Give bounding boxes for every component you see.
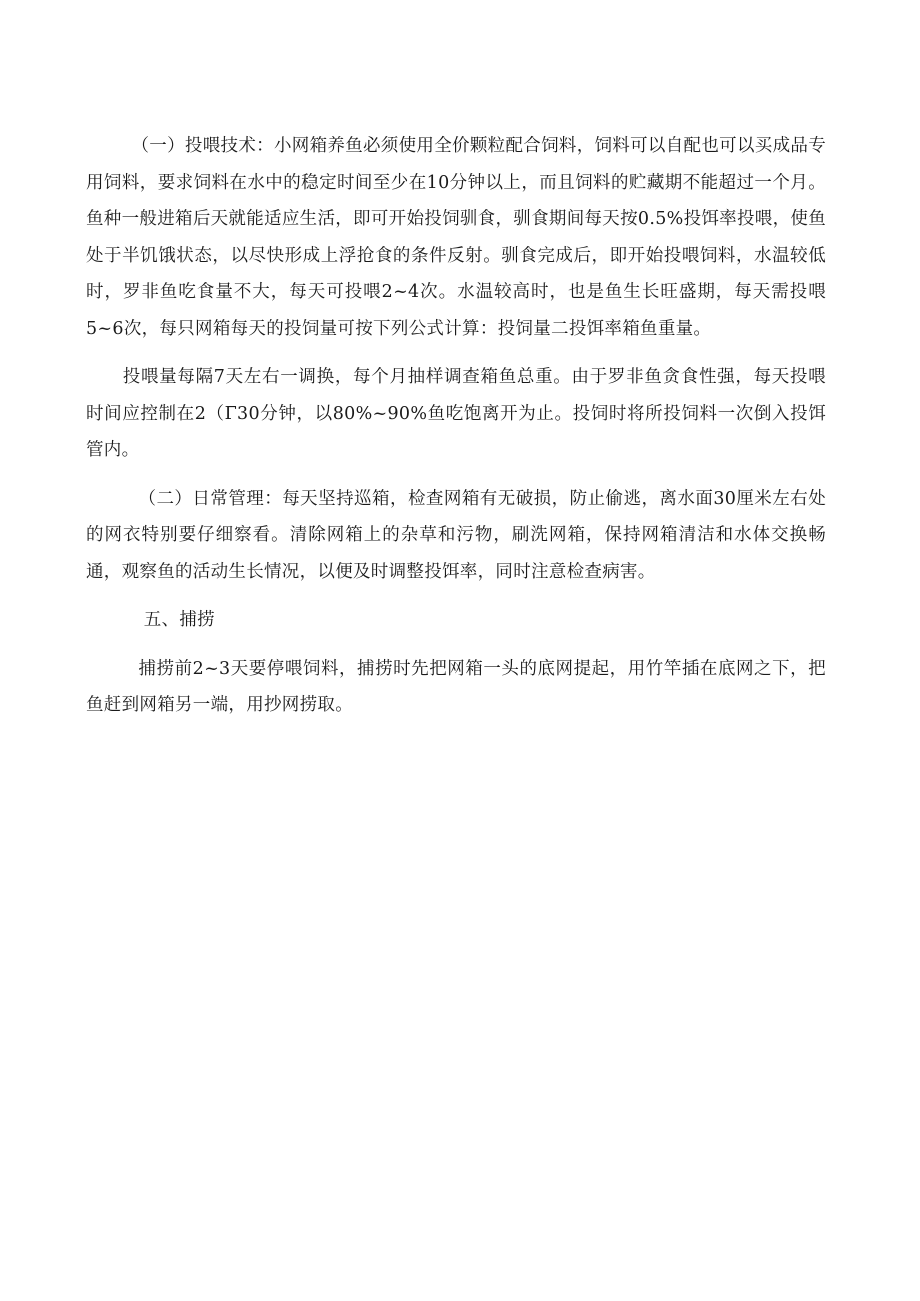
document-body [86, 128, 826, 724]
paragraph-daily-management: （二）日常管理：每天坚持巡箱，检查网箱有无破损，防止偷逃，离水面30厘米左右处的网衣特别要仔细察看。清除网箱上的杂草和污物，刷洗网箱，保持网箱清洁和水体交换畅通，观察鱼的活动生长情况，以便及时调整投饵率，同时注意检查病害。 [86, 488, 826, 582]
section-heading-harvest: 五、捕捞 [143, 610, 215, 630]
paragraph-feeding-amount: 投喂量每隔7天左右一调换，每个月抽样调查箱鱼总重。由于罗非鱼贪食性强，每天投喂时间应控制在2（Γ30分钟，以80%~90%鱼吃饱离开为止。投饲时将所投饲料一次倒入投饵管内。 [86, 367, 826, 460]
paragraph-feeding-technique: （一）投喂技术：小网箱养鱼必须使用全价颗粒配合饲料，饲料可以自配也可以买成品专用饲料，要求饲料在水中的稳定时间至少在10分钟以上，而且饲料的贮藏期不能超过一个月。鱼种一般进箱后天就能适应生活，即可开始投饲驯食，驯食期间每天按0.5%投饵率投喂，使鱼处于半饥饿状态，以尽快形成上浮抢食的条件反射。驯食完成后，即开始投喂饲料，水温较低时，罗非鱼吃食量不大，每天可投喂2~4次。水温较高时，也是鱼生长旺盛期，每天需投喂5~6次，每只网箱每天的投饲量可按下列公式计算：投饲量二投饵率箱鱼重量。 [86, 136, 826, 339]
paragraph-harvest: 捕捞前2~3天要停喂饲料，捕捞时先把网箱一头的底网提起，用竹竿插在底网之下，把鱼赶到网箱另一端，用抄网捞取。 [86, 658, 826, 715]
